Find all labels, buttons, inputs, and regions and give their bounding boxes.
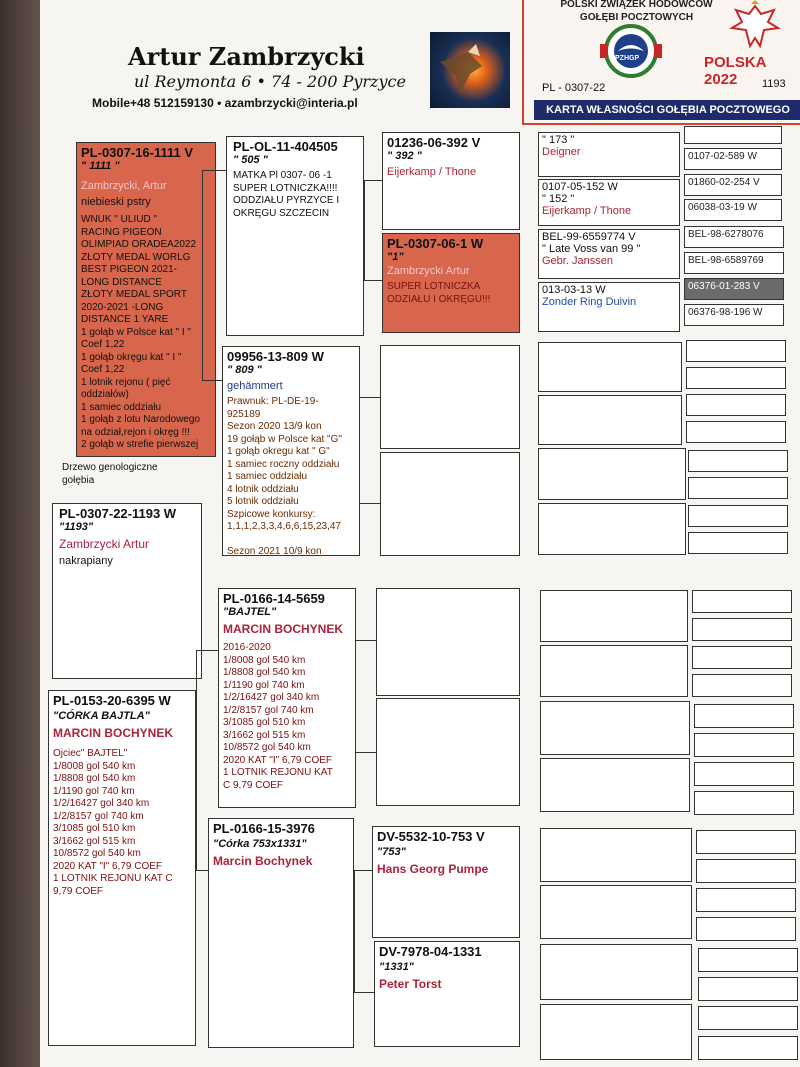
dds-box (372, 826, 520, 938)
dd-ring: PL-0166-15-3976 (213, 821, 315, 836)
sire-sire-box (226, 136, 364, 336)
pzhgp-logo-icon (596, 24, 666, 78)
g5-empty-box (686, 421, 786, 443)
g4-name: " 152 " (542, 193, 575, 205)
card-ring: PL - 0307-22 (542, 82, 606, 94)
g4-ring: 013-03-13 W (542, 284, 606, 296)
falcon-logo-image (430, 32, 510, 108)
connector (196, 650, 197, 870)
sire-ring: PL-0307-16-1111 V (81, 145, 194, 160)
connector (354, 870, 372, 871)
sire-achievements: WNUK " ULIUD " RACING PIGEON OLIMPIAD ORADEA2022 ZŁOTY MEDAL WORLG BEST PIGEON 2021- LONG DISTANCE ZŁOTY MEDAL SPORT 2020-2021 -LONG DISTANCE 1 YARE 1 gołąb w Polsce kat " I " Coef 1,22 1 gołąb okręgu kat " I " Coef 1,22 1 lotnik rejonu ( pięć oddziałów) 1 samiec oddziału 1 gołąb z lotu Narodowego na odział,rejon i okręg !!! 2 gołąb w strefie pierwszej (81, 214, 200, 450)
g4-owner: Deigner (542, 146, 581, 158)
g5-box (684, 126, 782, 144)
connector (202, 170, 226, 171)
g5-empty-box (696, 859, 796, 883)
ddd-box (374, 941, 520, 1047)
sd-ring: 09956-13-809 W (227, 349, 324, 364)
sss-box (382, 132, 520, 230)
dds-name: "753" (377, 846, 406, 858)
gen3-empty-box (380, 452, 520, 556)
sd-owner: gehämmert (227, 380, 283, 392)
sd-achievements: Prawnuk: PL-DE-19- 925189 Sezon 2020 13/9 kon 19 gołąb w Polsce kat "G" 1 gołąb okregu kat " G" 1 samiec roczny oddziału 1 samiec oddziału 4 lotnik oddziału 5 lotnik oddziału Szpicowe konkursy: 1,1,1,2,3,3,4,6,6,15,23,47 Sezon 2021 10/9 kon (227, 396, 342, 556)
ssd-achievements: SUPER LOTNICZKA ODZIAŁU I OKRĘGU!!! (387, 281, 491, 305)
g5-empty-box (696, 830, 796, 854)
subject-color: nakrapiany (59, 555, 113, 567)
g4-empty-box (540, 701, 690, 755)
g5-empty-box (692, 674, 792, 697)
connector (202, 170, 203, 380)
g4-owner: Eijerkamp / Thone (542, 205, 632, 217)
ds-achievements: 2016-2020 1/8008 gol 540 km 1/8808 gol 540 km 1/1190 gol 740 km 1/2/16427 gol 340 km 1/2/8157 gol 740 km 3/1085 gol 510 km 3/1662 gol 515 km 10/8572 gol 540 km 2020 KAT "I" 6,79 COEF 1 LOTNIK REJONU KAT C 9,79 COEF (223, 642, 333, 791)
dds-ring: DV-5532-10-753 V (377, 829, 485, 844)
gen3-empty-box (376, 588, 520, 696)
g4-empty-box (538, 342, 682, 392)
g5-box: 0107-02-589 W (684, 148, 782, 170)
dam-name: "CÓRKA BAJTLA" (53, 710, 150, 722)
ss-achievements: MATKA Pl 0307- 06 -1 SUPER LOTNICZKA!!!! ODDZIAŁU PYRZYCE I OKRĘGU SZCZECIN (233, 170, 340, 219)
ddd-name: "1331" (379, 961, 414, 973)
card-title: KARTA WŁASNOŚCI GOŁĘBIA POCZTOWEGO (534, 100, 800, 120)
connector (202, 380, 222, 381)
dd-name: "Córka 753x1331" (213, 838, 307, 850)
g5-empty-box (694, 733, 794, 757)
g4-empty-box (538, 448, 686, 500)
ssd-ring: PL-0307-06-1 W (387, 236, 484, 251)
g5-empty-box (688, 477, 788, 499)
g5-box: 06376-98-196 W (684, 304, 784, 326)
g4-box (538, 282, 680, 332)
g5-empty-box (688, 505, 788, 527)
ddd-ring: DV-7978-04-1331 (379, 944, 482, 959)
dam-box (48, 690, 196, 1046)
g4-empty-box (540, 590, 688, 642)
ownership-card (522, 0, 800, 125)
g4-empty-box (540, 885, 692, 939)
sire-color: niebieski pstry (81, 196, 151, 208)
connector (364, 180, 365, 280)
g5-empty-box (698, 1036, 798, 1060)
g5-empty-box (696, 917, 796, 941)
dam-dam-box (208, 818, 354, 1048)
g5-empty-box (694, 762, 794, 786)
g5-empty-box (686, 394, 786, 416)
g4-owner: Zonder Ring Duivin (542, 296, 637, 308)
ss-name: " 505 " (233, 154, 268, 166)
gen3-empty-box (376, 698, 520, 806)
card-country-year: POLSKA 2022 (704, 54, 766, 88)
g5-empty-box (698, 1006, 798, 1030)
g5-empty-box (694, 791, 794, 815)
g4-empty-box (540, 828, 692, 882)
g4-empty-box (540, 944, 692, 1000)
g4-empty-box (540, 1004, 692, 1060)
dds-owner: Hans Georg Pumpe (377, 862, 489, 876)
g5-empty-box (692, 618, 792, 641)
falcon-icon (430, 32, 510, 108)
g4-box (538, 179, 680, 226)
g4-box (538, 132, 680, 177)
sire-box (76, 142, 216, 457)
card-org-line2: GOŁĘBI POCZTOWYCH (579, 12, 694, 23)
connector (364, 180, 382, 181)
g5-empty-box (698, 948, 798, 972)
subject-box (52, 503, 202, 679)
g5-box: 06038-03-19 W (684, 199, 782, 221)
g5-empty-box (692, 590, 792, 613)
connector (360, 503, 380, 504)
g4-empty-box (540, 645, 688, 697)
ds-ring: PL-0166-14-5659 (223, 591, 325, 606)
ds-name: "BAJTEL" (223, 606, 277, 618)
g5-empty-box (696, 888, 796, 912)
g4-ring: BEL-99-6559774 V (542, 231, 636, 243)
g5-box: BEL-98-6278076 (684, 226, 784, 248)
g5-box: BEL-98-6589769 (684, 252, 784, 274)
g5-empty-box (688, 450, 788, 472)
connector (360, 397, 380, 398)
ssd-owner: Zambrzycki Artur (387, 265, 470, 277)
dam-achievements: Ojciec" BAJTEL" 1/8008 gol 540 km 1/8808 gol 540 km 1/1190 gol 740 km 1/2/16427 gol 340 km 1/2/8157 gol 740 km 3/1085 gol 510 km 3/1662 gol 515 km 10/8572 gol 540 km 2020 KAT "I" 6,79 COEF 1 LOTNIK REJONU KAT C 9,79 COEF (53, 748, 173, 897)
connector (364, 280, 382, 281)
g4-name: " Late Voss van 99 " (542, 243, 641, 255)
card-number: 1193 (762, 78, 786, 90)
sire-owner: Zambrzycki, Artur (81, 180, 167, 192)
sire-name: " 1111 " (81, 160, 120, 172)
owner-address: ul Reymonta 6 • 74 - 200 Pyrzyce (134, 72, 406, 91)
g5-empty-box (688, 532, 788, 554)
g5-box: 01860-02-254 V (684, 174, 782, 196)
gen3-empty-box (380, 345, 520, 449)
g5-empty-box (686, 340, 786, 362)
dam-ring: PL-0153-20-6395 W (53, 693, 171, 708)
card-logo-text: PZHGP (615, 55, 640, 62)
ds-owner: MARCIN BOCHYNEK (223, 622, 343, 636)
g4-empty-box (538, 395, 682, 445)
owner-name: Artur Zambrzycki (128, 42, 365, 71)
ssd-name: "1" (387, 251, 404, 263)
card-org-line1: POLSKI ZWIĄZEK HODOWCÓW (560, 0, 713, 10)
sss-ring: 01236-06-392 V (387, 135, 481, 150)
g4-box (538, 229, 680, 279)
owner-contact: Mobile+48 512159130 • azambrzycki@interia.pl (92, 96, 358, 110)
g4-name: " 173 " (542, 134, 575, 146)
subject-owner: Zambrzycki Artur (59, 537, 150, 551)
g5-empty-box (694, 704, 794, 728)
ddd-owner: Peter Torst (379, 977, 442, 991)
subject-ring: PL-0307-22-1193 W (59, 506, 177, 521)
ssd-box (382, 233, 520, 333)
dam-owner: MARCIN BOCHYNEK (53, 726, 173, 740)
tree-label: Drzewo genologiczne gołębia (62, 462, 158, 486)
g4-empty-box (540, 758, 690, 812)
connector (354, 992, 374, 993)
ss-ring: PL-OL-11-404505 (233, 139, 338, 154)
g4-empty-box (538, 503, 686, 555)
sss-owner: Eijerkamp / Thone (387, 166, 477, 178)
g5-empty-box (686, 367, 786, 389)
connector (356, 640, 376, 641)
g4-ring: 0107-05-152 W (542, 181, 618, 193)
dam-sire-box (218, 588, 356, 808)
polish-eagle-icon (724, 0, 786, 52)
g5-empty-box (692, 646, 792, 669)
subject-name: "1193" (59, 521, 94, 533)
dd-owner: Marcin Bochynek (213, 854, 313, 868)
connector (354, 870, 355, 992)
connector (356, 752, 376, 753)
connector (196, 650, 220, 651)
g5-box-highlighted: 06376-01-283 V (684, 278, 784, 300)
sss-name: " 392 " (387, 150, 422, 162)
g4-owner: Gebr. Janssen (542, 255, 613, 267)
sd-name: " 809 " (227, 364, 262, 376)
g5-empty-box (698, 977, 798, 1001)
sire-dam-box (222, 346, 360, 556)
